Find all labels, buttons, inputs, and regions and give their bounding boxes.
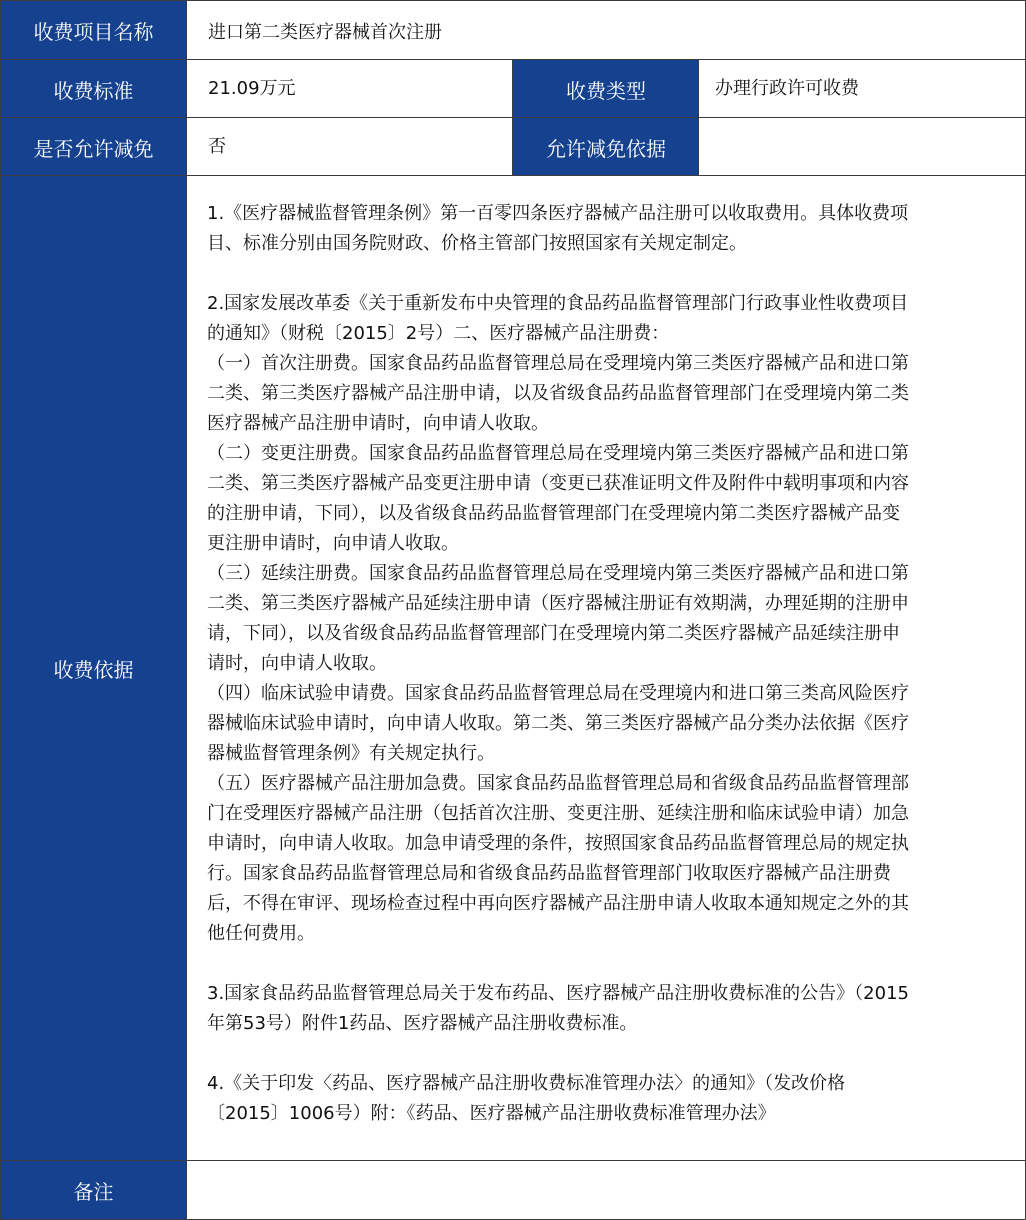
fee-basis-line: （五）医疗器械产品注册加急费。国家食品药品监督管理总局和省级食品药品监督管理部 bbox=[207, 773, 909, 794]
fee-type-label bbox=[513, 60, 699, 118]
fee-basis-line: 二类、第三类医疗器械产品延续注册申请（医疗器械注册证有效期满，办理延期的注册申 bbox=[207, 593, 909, 614]
fee-item-name-label bbox=[0, 0, 187, 60]
fee-basis-line: 2.国家发展改革委《关于重新发布中央管理的食品药品监督管理部门行政事业性收费项目 bbox=[207, 293, 909, 314]
reduction-basis-label-text: 允许减免依据 bbox=[546, 136, 666, 161]
fee-basis-line: （二）变更注册费。国家食品药品监督管理总局在受理境内第三类医疗器械产品和进口第 bbox=[207, 443, 909, 464]
fee-basis-line: 更注册申请时，向申请人收取。 bbox=[207, 533, 459, 554]
fee-basis-line: 门在受理医疗器械产品注册（包括首次注册、变更注册、延续注册和临床试验申请）加急 bbox=[207, 803, 909, 824]
fee-basis-line: 二类、第三类医疗器械产品变更注册申请（变更已获准证明文件及附件中载明事项和内容 bbox=[207, 473, 909, 494]
fee-basis-line: 器械临床试验申请时，向申请人收取。第二类、第三类医疗器械产品分类办法依据《医疗 bbox=[207, 713, 909, 734]
fee-standard-value: 21.09万元 bbox=[187, 60, 513, 118]
fee-basis-line: 4.《关于印发〈药品、医疗器械产品注册收费标准管理办法〉的通知》（发改价格 bbox=[207, 1073, 846, 1094]
fee-basis-line: （三）延续注册费。国家食品药品监督管理总局在受理境内第三类医疗器械产品和进口第 bbox=[207, 563, 909, 584]
fee-basis-line: 请时，向申请人收取。 bbox=[207, 653, 387, 674]
fee-basis-label bbox=[0, 176, 187, 1161]
fee-basis-line: 1.《医疗器械监督管理条例》第一百零四条医疗器械产品注册可以收取费用。具体收费项 bbox=[207, 203, 909, 224]
fee-basis-line: 的注册申请，下同），以及省级食品药品监督管理部门在受理境内第二类医疗器械产品变 bbox=[207, 503, 900, 524]
fee-item-name-label-text: 收费项目名称 bbox=[33, 19, 154, 44]
fee-basis-line: 申请时，向申请人收取。加急申请受理的条件，按照国家食品药品监督管理总局的规定执 bbox=[207, 833, 909, 854]
fee-basis-line: 后，不得在审评、现场检查过程中再向医疗器械产品注册申请人收取本通知规定之外的其 bbox=[207, 893, 909, 914]
fee-basis-text bbox=[207, 199, 999, 1129]
fee-basis-label-text: 收费依据 bbox=[53, 658, 134, 682]
row-divider bbox=[0, 59, 1026, 60]
reduction-basis-label bbox=[513, 118, 699, 176]
fee-basis-line: 年第53号）附件1药品、医疗器械产品注册收费标准。 bbox=[207, 1013, 638, 1034]
fee-basis-line: （四）临床试验申请费。国家食品药品监督管理总局在受理境内和进口第三类高风险医疗 bbox=[207, 683, 909, 704]
remarks-label bbox=[0, 1161, 187, 1220]
fee-basis-line: 的通知》（财税〔2015〕2号）二、医疗器械产品注册费： bbox=[207, 323, 670, 344]
border-top bbox=[0, 0, 1026, 1]
fee-basis-line: 请，下同），以及省级食品药品监督管理部门在受理境内第二类医疗器械产品延续注册申 bbox=[207, 623, 900, 644]
row-divider bbox=[0, 117, 1026, 118]
fee-standard-label bbox=[0, 60, 187, 118]
row-divider bbox=[0, 1160, 1026, 1161]
fee-basis-line: 二类、第三类医疗器械产品注册申请，以及省级食品药品监督管理部门在受理境内第二类 bbox=[207, 383, 909, 404]
row-divider bbox=[0, 175, 1026, 176]
column-divider bbox=[186, 0, 187, 1220]
fee-basis-line: 他任何费用。 bbox=[207, 923, 315, 944]
fee-basis-line: 医疗器械产品注册申请时，向申请人收取。 bbox=[207, 413, 549, 434]
column-divider bbox=[512, 60, 513, 176]
fee-basis-line: 目、标准分别由国务院财政、价格主管部门按照国家有关规定制定。 bbox=[207, 233, 747, 254]
reduction-allowed-label-text: 是否允许减免 bbox=[33, 136, 154, 161]
column-divider bbox=[698, 60, 699, 176]
fee-type-label-text: 收费类型 bbox=[566, 78, 646, 103]
fee-basis-line: 行。国家食品药品监督管理总局和省级食品药品监督管理部门收取医疗器械产品注册费 bbox=[207, 863, 891, 884]
fee-standard-label-text: 收费标准 bbox=[53, 78, 134, 103]
border-left bbox=[0, 0, 1, 1220]
fee-basis-line: （一）首次注册费。国家食品药品监督管理总局在受理境内第三类医疗器械产品和进口第 bbox=[207, 353, 909, 374]
fee-basis-line: 〔2015〕1006号）附：《药品、医疗器械产品注册收费标准管理办法》 bbox=[207, 1103, 776, 1124]
fee-type-value: 办理行政许可收费 bbox=[699, 60, 1026, 118]
remarks-label-text: 备注 bbox=[73, 1180, 114, 1204]
reduction-allowed-label bbox=[0, 118, 187, 176]
paragraph-gap bbox=[207, 949, 999, 979]
paragraph-gap bbox=[207, 1039, 999, 1069]
reduction-allowed-value: 否 bbox=[187, 118, 513, 176]
fee-basis-line: 3.国家食品药品监督管理总局关于发布药品、医疗器械产品注册收费标准的公告》（2015 bbox=[207, 983, 909, 1004]
fee-item-name-value: 进口第二类医疗器械首次注册 bbox=[187, 0, 1026, 60]
paragraph-gap bbox=[207, 259, 999, 289]
fee-basis-line: 器械监督管理条例》有关规定执行。 bbox=[207, 743, 495, 764]
remarks-value bbox=[187, 1161, 1026, 1220]
reduction-basis-value bbox=[699, 118, 1026, 176]
